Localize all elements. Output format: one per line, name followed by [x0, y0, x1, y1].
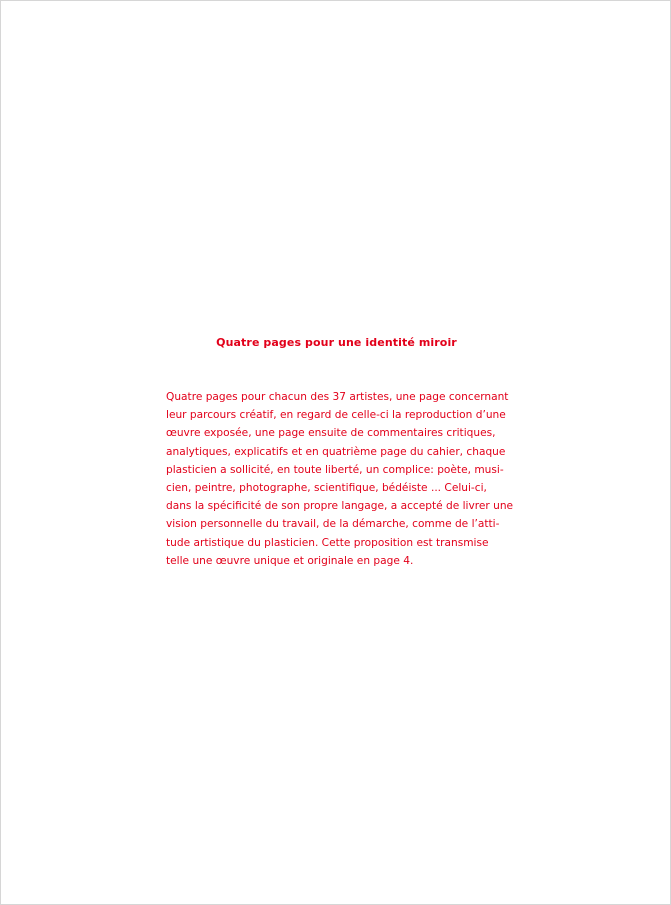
paragraph-line: vision personnelle du travail, de la démarche, comme de l’atti- — [166, 518, 500, 531]
paragraph-line: dans la spécificité de son propre langage, a accepté de livrer une — [166, 500, 514, 513]
paragraph-line: Quatre pages pour chacun des 37 artistes, une page concernant — [166, 391, 509, 403]
paragraph-line: tude artistique du plasticien. Cette proposition est transmise — [166, 536, 489, 549]
page-title: Quatre pages pour une identité miroir — [216, 336, 457, 349]
paragraph-line: cien, peintre, photographe, scientifique, bédéiste ... Celui-ci, — [166, 481, 487, 494]
paragraph-line: plasticien a sollicité, en toute liberté, un complice: poète, musi- — [166, 463, 504, 476]
paragraph-line: analytiques, explicatifs et en quatrième page du cahier, chaque — [166, 445, 506, 458]
body-paragraph — [166, 388, 514, 570]
paragraph-line: œuvre exposée, une page ensuite de commentaires critiques, — [166, 427, 496, 440]
paragraph-line: telle une œuvre unique et originale en page 4. — [166, 554, 414, 567]
paragraph-line: leur parcours créatif, en regard de celle-ci la reproduction d’une — [166, 409, 506, 422]
